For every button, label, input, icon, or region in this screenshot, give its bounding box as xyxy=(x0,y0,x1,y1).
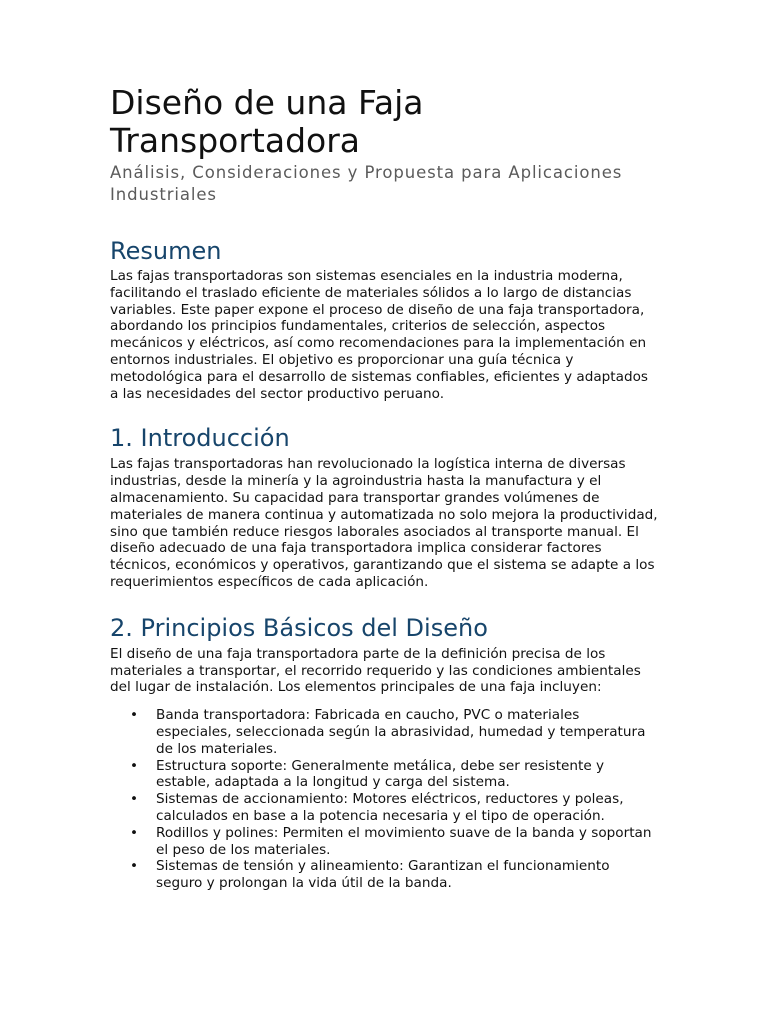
list-item xyxy=(110,791,658,825)
list-item xyxy=(110,758,658,792)
section-paragraph-principios: El diseño de una faja transportadora parte de la definición precisa de los materiales a transportar, el recorrido requerido y las condiciones ambientales del lugar de instalación. Los elementos principales de una faja incluyen: xyxy=(110,645,641,696)
list-item xyxy=(110,858,658,892)
bullet-icon: • xyxy=(130,858,139,875)
list-item-text: Estructura soporte: Generalmente metálica, debe ser resistente y estable, adaptada a la longitud y carga del sistema. xyxy=(156,757,605,791)
list-item xyxy=(110,707,658,757)
list-item-text: Sistemas de tensión y alineamiento: Garantizan el funcionamiento seguro y prolongan la vida útil de la banda. xyxy=(156,858,610,892)
section-heading-principios: 2. Principios Básicos del Diseño xyxy=(110,613,488,642)
section-paragraph-resumen: Las fajas transportadoras son sistemas esenciales en la industria moderna, facilitando el traslado eficiente de materiales sólidos a lo largo de distancias variables. Este paper expone el proceso de diseño de una faja transportadora, abordando los principios fundamentales, criterios de selección, aspectos mecánicos y eléctricos, así como recomendaciones para la implementación en entornos industriales. El objetivo es proporcionar una guía técnica y metodológica para el desarrollo de sistemas confiables, eficientes y adaptados a las necesidades del sector productivo peruano. xyxy=(110,268,648,402)
list-item xyxy=(110,825,658,859)
bullet-icon: • xyxy=(130,757,139,774)
document-subtitle: Análisis, Consideraciones y Propuesta para Aplicaciones Industriales xyxy=(110,163,623,204)
section-heading-resumen: Resumen xyxy=(110,237,222,265)
list-item-text: Banda transportadora: Fabricada en caucho, PVC o materiales especiales, seleccionada según la abrasividad, humedad y temperatura de los materiales. xyxy=(156,707,646,757)
bullet-icon: • xyxy=(130,707,139,724)
section-heading-introduccion: 1. Introducción xyxy=(110,424,290,453)
bullet-icon: • xyxy=(130,791,139,808)
list-item-text: Sistemas de accionamiento: Motores eléctricos, reductores y poleas, calculados en base a la potencia necesaria y el tipo de operación. xyxy=(156,791,624,824)
bullet-list-elementos xyxy=(110,707,658,892)
document-title: Diseño de una Faja Transportadora xyxy=(110,83,424,160)
list-item-text: Rodillos y polines: Permiten el movimiento suave de la banda y soportan el peso de los materiales. xyxy=(156,824,652,858)
bullet-icon: • xyxy=(130,824,139,841)
section-paragraph-introduccion: Las fajas transportadoras han revolucionado la logística interna de diversas industrias, desde la minería y la agroindustria hasta la manufactura y el almacenamiento. Su capacidad para transportar grandes volúmenes de materiales de manera continua y automatizada no solo mejora la productividad, sino que también reduce riesgos laborales asociados al transporte manual. El diseño adecuado de una faja transportadora implica considerar factores técnicos, económicos y operativos, garantizando que el sistema se adapte a los requerimientos específicos de cada aplicación. xyxy=(110,456,658,590)
